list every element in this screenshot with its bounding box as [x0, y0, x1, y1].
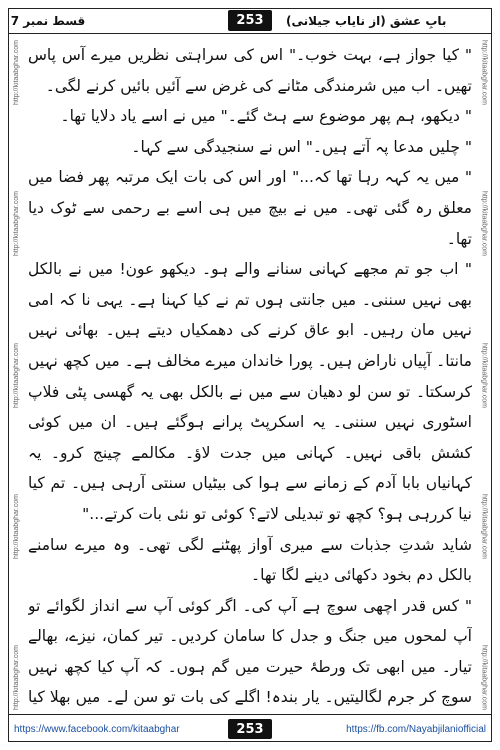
page-header [8, 8, 492, 34]
paragraph: " دیکھو، ہم پھر موضوع سے ہٹ گئے۔" میں نے اسے یاد دلایا تھا۔ [60, 107, 472, 126]
watermark: http://kitaabghar.com [12, 40, 20, 105]
paragraph: " چلیں مدعا پہ آتے ہیں۔" اس نے سنجیدگی سے کہا۔ [131, 137, 472, 156]
story-text [28, 40, 472, 710]
episode-label: قسط نمبر 7 [10, 14, 86, 28]
watermark: http://kitaabghar.com [480, 40, 488, 105]
footer-page-number: 253 [228, 719, 272, 739]
right-watermark-column [478, 40, 490, 710]
watermark: http://kitaabghar.com [12, 342, 20, 408]
watermark: http://kitaabghar.com [480, 645, 488, 710]
left-watermark-column [10, 40, 22, 710]
watermark: http://kitaabghar.com [480, 191, 488, 257]
paragraph: " کس قدر اچھی سوچ ہے آپ کی۔ اگر کوئی آپ سے انداز لگوائے تو آپ لمحوں میں جنگ و جدل کا سامان کردیں۔ تیر کمان، نیزے، بھالے تیار۔ میں ابھی تک ورطۂ حیرت میں گم ہوں۔ کہ آپ کیا کچھ نہیں سوچ کر جرم لگالیتیں۔ یار بندہ! اگلے کی بات تو سن لے۔ میں بھلا کیا [28, 596, 472, 707]
paragraph: شاید شدتِ جذبات سے میری آواز پھٹنے لگی تھی۔ وہ میرے سامنے بالکل دم بخود دکھائی دینے لگا تھا۔ [28, 535, 472, 585]
paragraph: " اب جو تم مجھے کہانی سنانے والے ہو۔ دیکھو عون! میں نے بالکل بھی نہیں سننی۔ میں جانتی ہوں تم نے کیا کہنا ہے۔ یہی نا کہ امی نہیں مان رہیں۔ ابو عاق کرنے کی دھمکیاں دیتے ہیں۔ بھائی نہیں مانتا۔ آپیاں ناراض ہیں۔ پورا خاندان میرے مخالف ہے۔ میں کچھ نہیں کرسکتا۔ تو سن لو دھیان سے میں نے بالکل بھی یہ گھسی پٹی فلاپ اسٹوری نہیں سننی۔ یہ اسکرپٹ پرانے ہوگئے ہیں۔ ان میں کوئی کشش باقی نہیں۔ کہانی میں جدت لاؤ۔ مکالمے چینج کرو۔ یہ کہانیاں بابا آدم کے زمانے سے ہوا کی بیٹیاں سنتی آرہی ہیں۔ تم کیا نیا کررہی ہو؟ کچھ تو تبدیلی لاتے؟ کوئی تو نئی بات کرتے..." [28, 260, 472, 523]
paragraph: " کیا جواز ہے، بہت خوب۔" اس کی سراہتی نظریں میرے آس پاس تھیں۔ اب میں شرمندگی مٹانے کی غرض سے آئیں بائیں کرنے لگی۔ [28, 46, 472, 95]
book-title: بابِ عشق (از نایاب جیلانی) [286, 14, 447, 28]
facebook-link-author[interactable]: https://fb.com/Nayabjilaniofficial [346, 723, 486, 735]
watermark: http://kitaabghar.com [12, 191, 20, 257]
watermark: http://kitaabghar.com [480, 342, 488, 408]
facebook-link-kitaabghar[interactable]: https://www.facebook.com/kitaabghar [14, 723, 180, 735]
watermark: http://kitaabghar.com [12, 493, 20, 559]
paragraph: " میں یہ کہہ رہا تھا کہ..." اور اس کی بات ایک مرتبہ پھر فضا میں معلق رہ گئی تھی۔ میں نے بیچ میں ہی اسے بے رحمی سے ٹوک دیا تھا۔ [28, 168, 472, 248]
page-footer [8, 714, 492, 742]
watermark: http://kitaabghar.com [12, 645, 20, 710]
watermark: http://kitaabghar.com [480, 493, 488, 559]
header-page-number: 253 [228, 10, 272, 31]
